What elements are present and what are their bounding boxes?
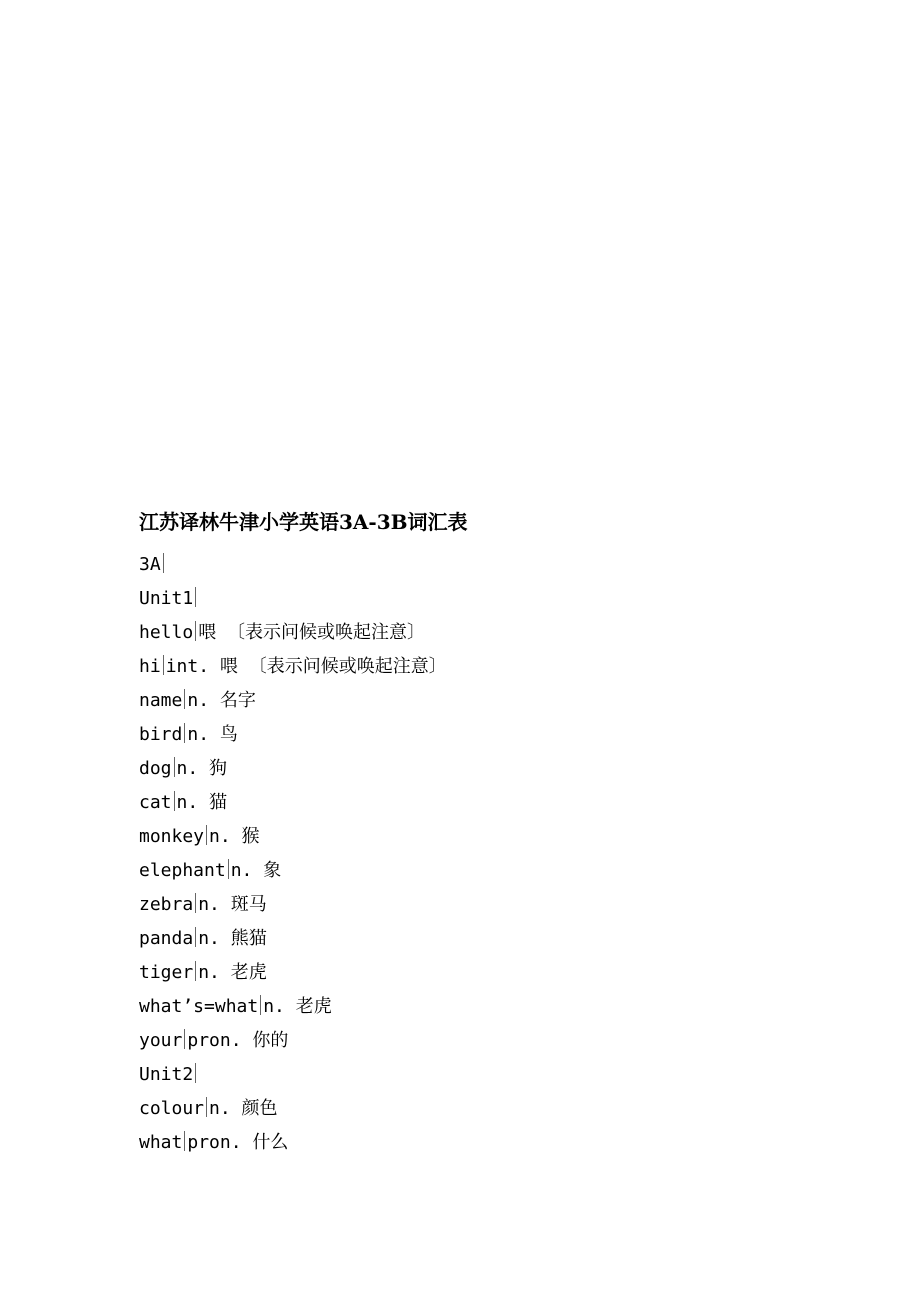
vocab-word: dog <box>139 758 172 779</box>
vocab-word: tiger <box>139 962 194 983</box>
vocab-word: panda <box>139 928 194 949</box>
column-separator <box>163 655 164 675</box>
vocab-meaning: n. 猴 <box>209 826 260 847</box>
vocab-line <box>139 1028 447 1062</box>
column-separator <box>195 961 196 981</box>
vocab-line <box>139 1062 447 1096</box>
vocab-line <box>139 756 447 790</box>
vocab-meaning: n. 颜色 <box>209 1098 278 1119</box>
vocab-line <box>139 994 447 1028</box>
vocab-line <box>139 722 447 756</box>
vocab-line <box>139 790 447 824</box>
vocab-word: hi <box>139 656 161 677</box>
vocab-line <box>139 586 447 620</box>
vocab-word: name <box>139 690 183 711</box>
column-separator <box>184 723 185 743</box>
vocab-meaning: pron. 什么 <box>187 1132 289 1153</box>
vocab-line <box>139 688 447 722</box>
vocab-word: cat <box>139 792 172 813</box>
vocab-line <box>139 552 447 586</box>
vocab-line <box>139 892 447 926</box>
column-separator <box>163 553 164 573</box>
vocab-meaning: n. 老虎 <box>263 996 332 1017</box>
vocab-meaning: n. 老虎 <box>198 962 267 983</box>
column-separator <box>184 1029 185 1049</box>
vocab-line <box>139 926 447 960</box>
column-separator <box>174 757 175 777</box>
vocab-meaning: n. 鸟 <box>187 724 238 745</box>
vocab-meaning: n. 熊猫 <box>198 928 267 949</box>
vocab-line <box>139 620 447 654</box>
column-separator <box>195 621 196 641</box>
vocab-meaning: n. 名字 <box>187 690 256 711</box>
vocab-meaning: n. 象 <box>230 860 282 881</box>
column-separator <box>206 825 207 845</box>
vocab-word: Unit2 <box>139 1064 194 1085</box>
vocab-line <box>139 1096 447 1130</box>
vocab-word: bird <box>139 724 183 745</box>
column-separator <box>184 1131 185 1151</box>
vocab-word: colour <box>139 1098 205 1119</box>
column-separator <box>184 689 185 709</box>
vocab-word: elephant <box>139 860 226 881</box>
column-separator <box>195 587 196 607</box>
vocab-word: Unit1 <box>139 588 194 609</box>
column-separator <box>195 927 196 947</box>
vocab-word: your <box>139 1030 183 1051</box>
vocab-line <box>139 824 447 858</box>
vocab-meaning: n. 狗 <box>176 758 228 779</box>
vocab-meaning: 喂 〔表示问候或唤起注意〕 <box>198 622 426 643</box>
column-separator <box>260 995 261 1015</box>
vocab-word: what <box>139 1132 183 1153</box>
vocabulary-list <box>139 552 447 1164</box>
column-separator <box>195 893 196 913</box>
column-separator <box>206 1097 207 1117</box>
vocab-word: what’s=what <box>139 996 259 1017</box>
document-title: 江苏译林牛津小学英语3A-3B词汇表 <box>139 510 468 534</box>
column-separator <box>228 859 229 879</box>
vocab-line <box>139 960 447 994</box>
vocab-word: hello <box>139 622 194 643</box>
vocab-word: 3A <box>139 554 161 575</box>
vocab-line <box>139 1130 447 1164</box>
vocab-line <box>139 654 447 688</box>
column-separator <box>174 791 175 811</box>
vocab-meaning: pron. 你的 <box>187 1030 289 1051</box>
vocab-line <box>139 858 447 892</box>
column-separator <box>195 1063 196 1083</box>
vocab-word: zebra <box>139 894 194 915</box>
vocab-meaning: int. 喂 〔表示问候或唤起注意〕 <box>165 656 447 677</box>
vocab-meaning: n. 斑马 <box>198 894 267 915</box>
vocab-meaning: n. 猫 <box>176 792 228 813</box>
vocab-word: monkey <box>139 826 205 847</box>
